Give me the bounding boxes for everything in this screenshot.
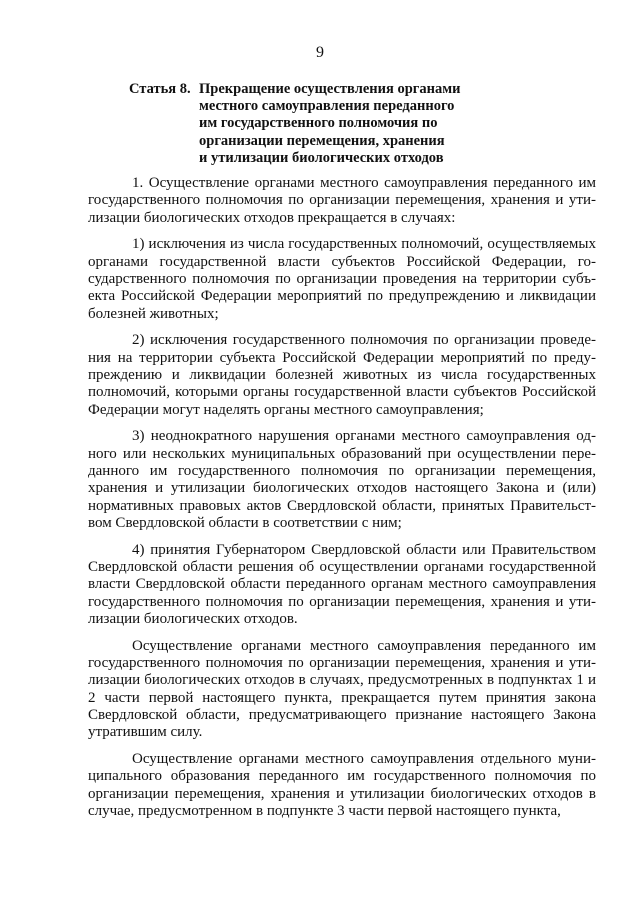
article-title-line: Прекращение осуществления органами <box>199 81 461 97</box>
page-number: 9 <box>316 44 324 61</box>
article-heading-row <box>129 81 489 167</box>
paragraph-termination-law: Осуществление органами местного самоуправления переданного им государственного полномочия по организации перемещения, хранения и утилизации биологических отходов в случаях, предусмотренных в подпунктах 1 и 2 части первой настоящего пункта, прекращается путем принятия закона Свердловской области, предусматривающего признание настоящего Закона утратившим силу. <box>88 637 596 741</box>
article-title-line: им государственного полномочия по <box>199 115 438 132</box>
article-body <box>88 175 596 820</box>
article-title-line: и утилизации биологических отходов <box>199 149 444 166</box>
paragraph-subclause-3: 3) неоднократного нарушения органами местного самоуправления одного или нескольких муниципальных образований при осуществлении переданного им государственного полномочия по организации перемещения, хранения и утилизации биологических отходов настоящего Закона и (или) нормативных правовых актов Свердловской области, принятых Правительством Свердловской области в соответствии с ним; <box>88 428 596 531</box>
article-title <box>199 81 489 167</box>
article-number: Статья 8. <box>129 81 191 97</box>
article-title-line: организации перемещения, хранения <box>199 132 445 149</box>
paragraph-subclause-2: 2) исключения государственного полномочия по организации проведения на территории субъекта Российской Федерации мероприятий по предупреждению и ликвидации болезней животных из числа государственных полномочий, которыми органы государственной власти субъектов Российской Федерации могут наделять органы местного самоуправления; <box>88 332 596 418</box>
article-heading <box>129 81 489 167</box>
paragraph-subclause-4: 4) принятия Губернатором Свердловской области или Правительством Свердловской области решения об осуществлении органами государственной власти Свердловской области переданного органам местного самоуправления государственного полномочия по организации перемещения, хранения и утилизации биологических отходов. <box>88 541 596 627</box>
paragraph-subclause-1: 1) исключения из числа государственных полномочий, осуществляемых органами государственной власти субъектов Российской Федерации, государственного полномочия по организации проведения на территории субъекта Российской Федерации мероприятий по предупреждению и ликвидации болезней животных; <box>88 236 596 322</box>
paragraph-termination-municipal: Осуществление органами местного самоуправления отдельного муниципального образования переданного им государственного полномочия по организации перемещения, хранения и утилизации биологических отходов в случае, предусмотренном в подпункте 3 части первой настоящего пункта, <box>88 750 596 819</box>
paragraph-clause-1: 1. Осуществление органами местного самоуправления переданного им государственного полномочия по организации перемещения, хранения и утилизации биологических отходов прекращается в случаях: <box>88 175 596 226</box>
article-title-line: местного самоуправления переданного <box>199 98 455 115</box>
